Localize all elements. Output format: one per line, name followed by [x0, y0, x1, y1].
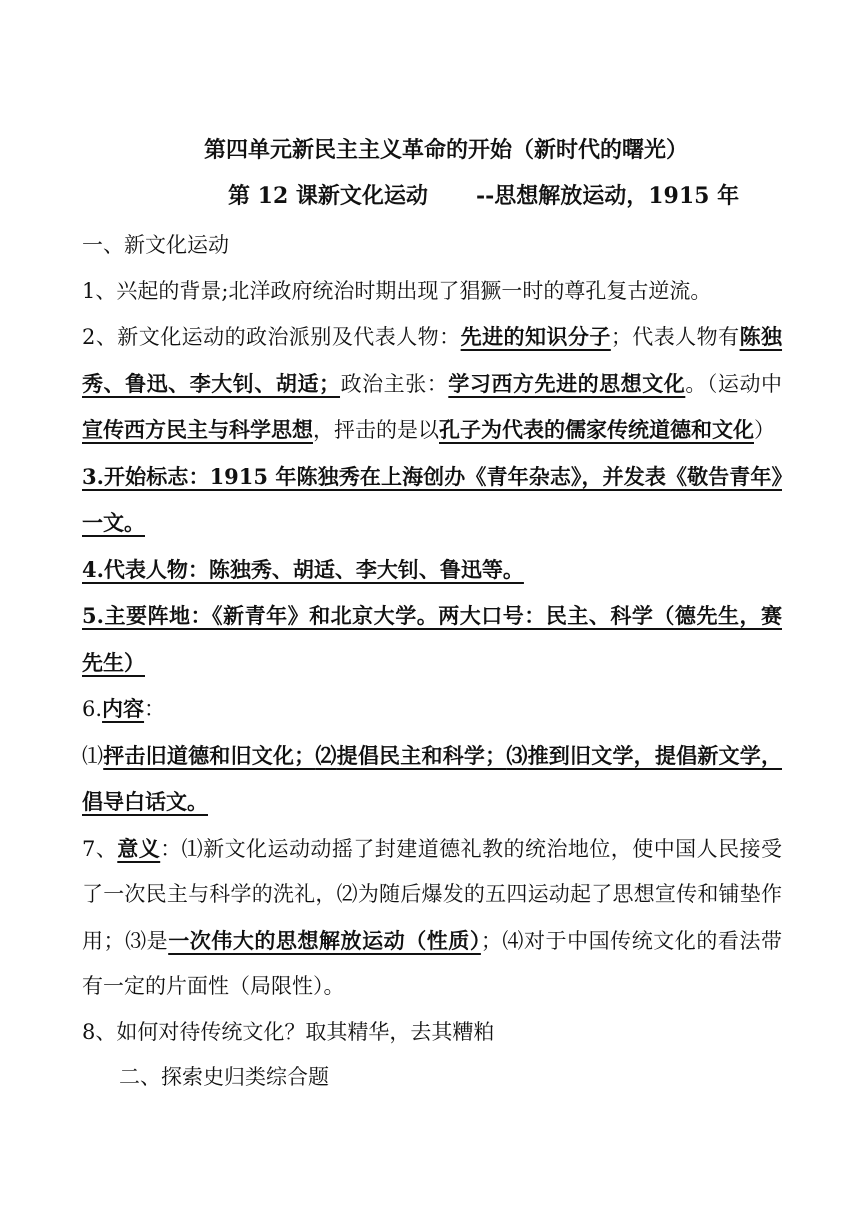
- lesson-name: 第 12 课新文化运动: [228, 183, 428, 209]
- item6-point1: 抨击旧道德和旧文化；: [103, 742, 316, 768]
- item5-text: 5.主要阵地：《新青年》和北京大学。两大口号：民主、科学（德先生，赛先生）: [82, 603, 782, 675]
- item-positions: [82, 593, 782, 686]
- item-figures: [82, 547, 782, 594]
- item6-prefix: 6.: [82, 697, 103, 721]
- item7-colon: ：: [160, 836, 182, 861]
- section1-heading: 一、新文化运动: [82, 233, 229, 257]
- item2-faction: 先进的知识分子: [460, 324, 611, 349]
- lesson-note: --思想解放运动，1915 年: [475, 183, 740, 209]
- item2-end: 。: [685, 371, 707, 396]
- item2-attacked: 孔子为代表的儒家传统道德和文化: [439, 417, 754, 442]
- item3-text: 3.开始标志：1915 年陈独秀在上海创办《青年杂志》，并发表《敬告青年》一文。: [82, 463, 782, 535]
- item-start-sign: [82, 454, 782, 547]
- item6-label: 内容: [102, 696, 145, 721]
- item2-mid1: ；代表人物有: [610, 325, 740, 349]
- lesson-content: [82, 223, 782, 1101]
- item2-mid2: 政治主张：: [340, 371, 449, 396]
- item2-mid3: ，抨击的是以: [313, 418, 439, 442]
- item2-proposal: 学习西方先进的思想文化: [448, 370, 686, 396]
- item2-prefix: 2、新文化运动的政治派别及代表人物：: [82, 325, 461, 349]
- item6-marker2: ⑵: [315, 742, 337, 768]
- unit-title: 第四单元新民主主义革命的开始（新时代的曙光）: [204, 137, 689, 163]
- item6-colon: ：: [144, 697, 166, 721]
- item6-marker3: ⑶: [506, 742, 528, 768]
- item2-promoted: 宣传西方民主与科学思想: [82, 417, 313, 442]
- item-content-points: [82, 733, 782, 826]
- item-content-heading: [82, 686, 782, 733]
- item7-label: 意义: [117, 835, 161, 861]
- item-attitude: 8、如何对待传统文化？取其精华，去其糟粕: [82, 1019, 495, 1044]
- item6-point2: 提倡民主和科学；: [336, 742, 507, 768]
- item7-part1: ⑴新文化运动动摇了封建道德礼教的统治地位，使中国人民接受了一次民主与科学的洗礼，⑵为随后爆发的五四运动起了思想宣传和铺垫作用；⑶是: [82, 836, 783, 953]
- item7-part2: ；⑷对于中国传统文化的看法带有一定的片面性（局限性）。: [82, 928, 782, 998]
- item2-paren-close: ）: [754, 418, 775, 442]
- section2-heading: 二、探索史归类综合题: [119, 1065, 329, 1089]
- item7-nature: 一次伟大的思想解放运动（性质）: [168, 927, 481, 953]
- lesson-title: [228, 181, 739, 211]
- item7-prefix: 7、: [82, 836, 118, 861]
- item-factions: [82, 314, 782, 454]
- item-significance: [82, 826, 782, 1010]
- item2-paren-open: （运动中: [706, 371, 782, 396]
- item6-point3: 推到旧文学，提倡新文学，倡导白话文。: [82, 742, 782, 814]
- item-background: 1、兴起的背景;北洋政府统治时期出现了猖獗一时的尊孔复古逆流。: [82, 278, 712, 303]
- item2-figures: 陈独秀、鲁迅、李大钊、胡适；: [82, 324, 783, 396]
- item6-marker1: ⑴: [82, 743, 104, 768]
- item4-text: 4.代表人物：陈独秀、胡适、李大钊、鲁迅等。: [82, 556, 524, 582]
